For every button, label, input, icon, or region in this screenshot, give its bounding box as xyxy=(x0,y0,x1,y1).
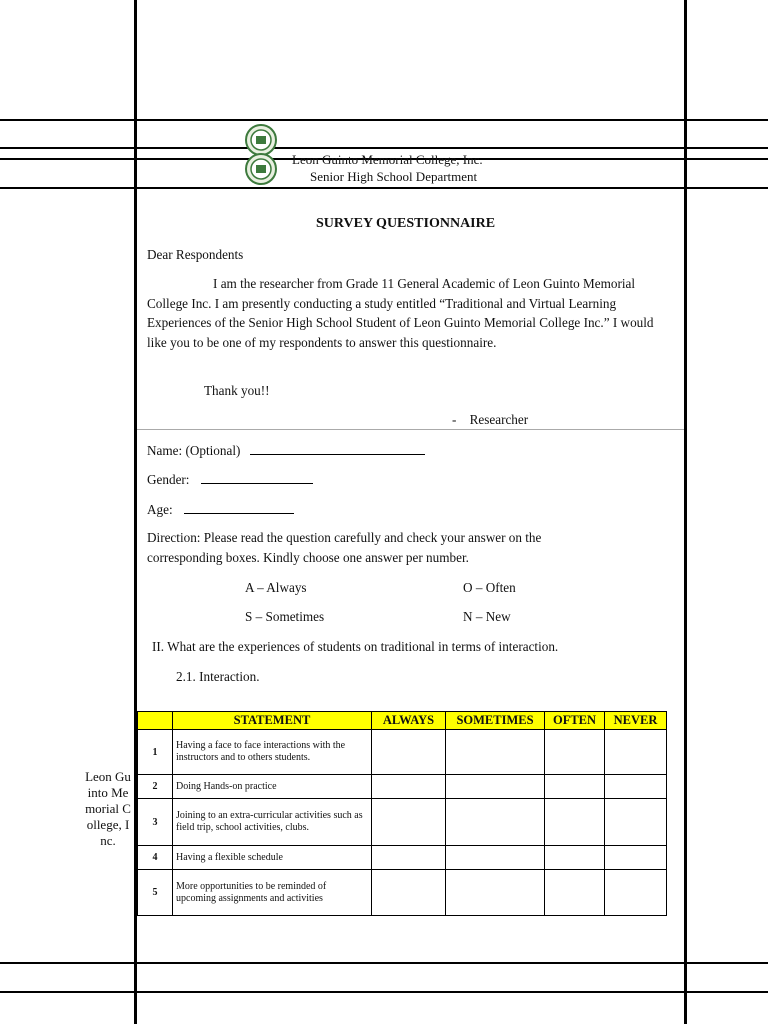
header-num xyxy=(138,712,173,730)
checkbox-often[interactable] xyxy=(545,870,605,916)
header-line-4 xyxy=(0,187,768,189)
legend-sometimes: S – Sometimes xyxy=(245,609,325,624)
row-number: 1 xyxy=(138,730,173,775)
row-number: 2 xyxy=(138,775,173,799)
footer-line-2 xyxy=(0,991,768,993)
checkbox-often[interactable] xyxy=(545,846,605,870)
row-statement: Having a flexible schedule xyxy=(173,846,372,870)
college-seal-logo xyxy=(245,124,277,156)
row-number: 3 xyxy=(138,799,173,846)
header-never: NEVER xyxy=(605,712,667,730)
divider-line xyxy=(137,429,684,430)
checkbox-never[interactable] xyxy=(605,775,667,799)
checkbox-never[interactable] xyxy=(605,799,667,846)
age-label: Age: xyxy=(147,502,173,517)
letter-body: I am the researcher from Grade 11 General Academic of Leon Guinto Memorial College Inc. I am presently conducting a study entitled “Traditional and Virtual Learning Experiences of the Senior High School Student of Leon Guinto Memorial College Inc.” I would like you to be one of my respondents to answer this questionnaire. xyxy=(147,276,654,350)
row-statement: Doing Hands-on practice xyxy=(173,775,372,799)
checkbox-always[interactable] xyxy=(372,730,446,775)
checkbox-sometimes[interactable] xyxy=(446,799,545,846)
footer-line-1 xyxy=(0,962,768,964)
checkbox-sometimes[interactable] xyxy=(446,846,545,870)
age-input-line[interactable] xyxy=(184,499,294,514)
checkbox-sometimes[interactable] xyxy=(446,775,545,799)
checkbox-often[interactable] xyxy=(545,799,605,846)
header-line-2 xyxy=(0,147,768,149)
checkbox-often[interactable] xyxy=(545,730,605,775)
college-seal-logo-2 xyxy=(245,153,277,185)
checkbox-always[interactable] xyxy=(372,846,446,870)
right-border-line xyxy=(684,0,687,1024)
legend-always: A – Always xyxy=(245,580,307,595)
table-row xyxy=(138,799,667,846)
gender-field xyxy=(147,469,313,490)
page-title: SURVEY QUESTIONNAIRE xyxy=(316,216,496,231)
signature-line: - Researcher xyxy=(452,412,529,427)
row-statement: More opportunities to be reminded of upcoming assignments and activities xyxy=(173,870,372,916)
checkbox-sometimes[interactable] xyxy=(446,870,545,916)
legend-never: N – New xyxy=(463,609,511,624)
sidebar-college-name: Leon Guinto Memorial College, Inc. xyxy=(85,769,131,848)
checkbox-always[interactable] xyxy=(372,870,446,916)
checkbox-often[interactable] xyxy=(545,775,605,799)
legend-often: O – Often xyxy=(463,580,516,595)
section-title: II. What are the experiences of students on traditional in terms of interaction. xyxy=(152,639,559,654)
checkbox-never[interactable] xyxy=(605,846,667,870)
checkbox-never[interactable] xyxy=(605,730,667,775)
name-input-line[interactable] xyxy=(250,440,425,455)
name-label: Name: (Optional) xyxy=(147,443,241,458)
greeting: Dear Respondents xyxy=(147,247,244,262)
department-name: Senior High School Department xyxy=(310,169,478,184)
row-number: 5 xyxy=(138,870,173,916)
row-statement: Joining to an extra-curricular activities such as field trip, school activities, clubs. xyxy=(173,799,372,846)
table-row xyxy=(138,775,667,799)
age-field xyxy=(147,499,294,520)
header-line-1 xyxy=(0,119,768,121)
checkbox-sometimes[interactable] xyxy=(446,730,545,775)
checkbox-always[interactable] xyxy=(372,799,446,846)
checkbox-always[interactable] xyxy=(372,775,446,799)
header-statement: STATEMENT xyxy=(173,712,372,730)
header-always: ALWAYS xyxy=(372,712,446,730)
thanks-text: Thank you!! xyxy=(204,383,270,398)
checkbox-never[interactable] xyxy=(605,870,667,916)
direction-text: Direction: Please read the question carefully and check your answer on the corresponding boxes. Kindly choose one answer per number. xyxy=(147,530,542,565)
survey-table xyxy=(137,711,667,916)
table-header-row xyxy=(138,712,667,730)
college-name: Leon Guinto Memorial College, Inc. xyxy=(292,152,483,167)
table-row xyxy=(138,730,667,775)
gender-input-line[interactable] xyxy=(201,469,313,484)
header-sometimes: SOMETIMES xyxy=(446,712,545,730)
table-row xyxy=(138,870,667,916)
table-row xyxy=(138,846,667,870)
name-field xyxy=(147,440,425,461)
gender-label: Gender: xyxy=(147,472,190,487)
row-statement: Having a face to face interactions with the instructors and to others students. xyxy=(173,730,372,775)
subsection-title: 2.1. Interaction. xyxy=(176,669,260,684)
row-number: 4 xyxy=(138,846,173,870)
header-often: OFTEN xyxy=(545,712,605,730)
